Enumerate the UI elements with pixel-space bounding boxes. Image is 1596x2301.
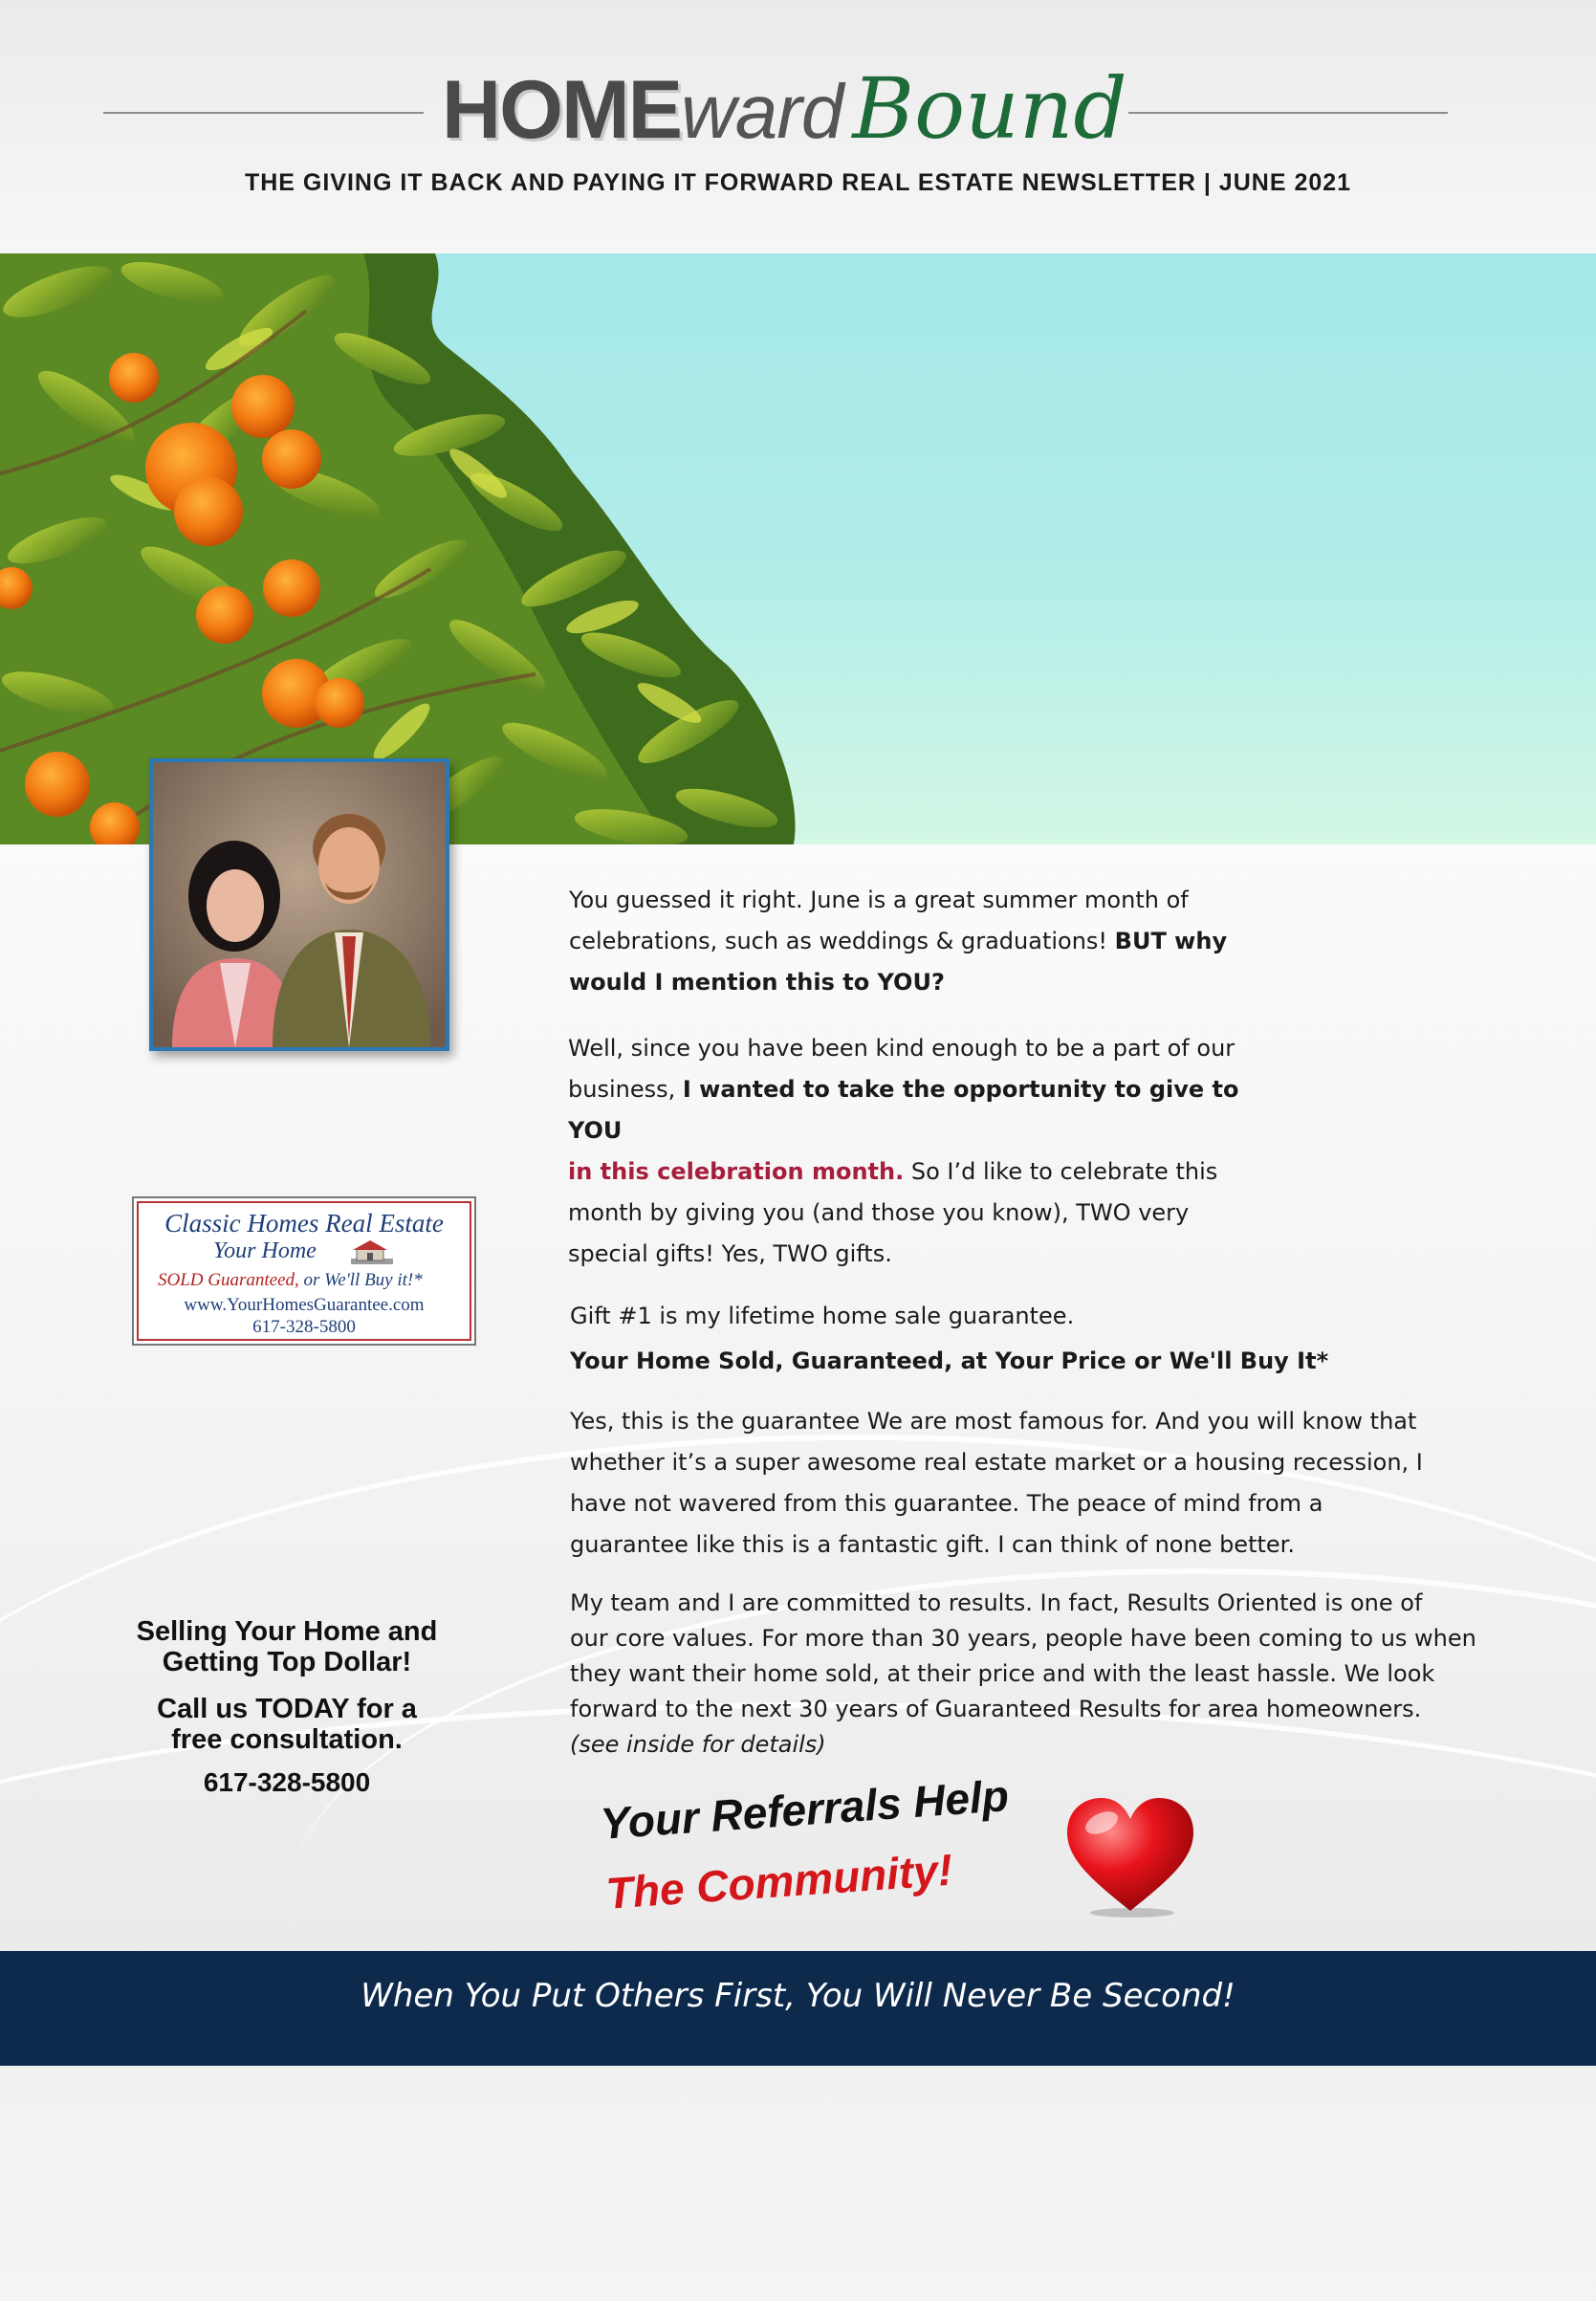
- text-line: [570, 1727, 1526, 1763]
- newsletter-tagline: THE GIVING IT BACK AND PAYING IT FORWARD REAL ESTATE NEWSLETTER | JUNE 2021: [244, 169, 1352, 196]
- classic-homes-badge: [132, 1196, 476, 1346]
- cta-call-us: [96, 1694, 478, 1755]
- text-line: have not wavered from this guarantee. The peace of mind from a: [570, 1490, 1323, 1517]
- gift-headline: Your Home Sold, Guaranteed, at Your Price or We'll Buy It*: [570, 1348, 1329, 1374]
- text-line: they want their home sold, at their price and with the least hassle. We look: [570, 1660, 1435, 1687]
- masthead: [0, 0, 1596, 253]
- intro-paragraph-1: [569, 880, 1267, 1003]
- see-inside-note: (see inside for details): [570, 1731, 826, 1758]
- text-line: [568, 1151, 1266, 1193]
- text-span: business,: [568, 1076, 683, 1103]
- hero-image: [0, 253, 1596, 844]
- referrals-heading: Your Referrals Help: [599, 1770, 1011, 1849]
- agents-photo: [149, 758, 449, 1051]
- guarantee-paragraph: [570, 1401, 1526, 1566]
- text-line: guarantee like this is a fantastic gift. I can think of none better.: [570, 1531, 1295, 1558]
- orange-tree-illustration: [0, 253, 1596, 844]
- text-bold: would I mention this to YOU?: [569, 969, 945, 996]
- badge-your-home: Your Home: [213, 1238, 317, 1263]
- results-paragraph: [570, 1586, 1526, 1763]
- logo-home: HOME: [442, 64, 681, 156]
- text-line: whether it’s a super awesome real estate market or a housing recession, I: [570, 1449, 1423, 1476]
- text-line: special gifts! Yes, TWO gifts.: [568, 1240, 892, 1267]
- badge-guarantee-red: SOLD Guaranteed,: [158, 1270, 299, 1290]
- text-line: Yes, this is the guarantee We are most famous for. And you will know that: [570, 1408, 1417, 1435]
- badge-phone: 617-328-5800: [252, 1317, 356, 1337]
- agents-portrait-image: [153, 762, 446, 1047]
- text-line: our core values. For more than 30 years, people have been coming to us when: [570, 1625, 1476, 1652]
- text-line: month by giving you (and those you know), TWO very: [568, 1199, 1190, 1226]
- text-highlight: in this celebration month.: [568, 1158, 905, 1185]
- badge-inner: [137, 1201, 471, 1341]
- text-line: [569, 962, 1267, 1003]
- badge-website: www.YourHomesGuarantee.com: [184, 1295, 425, 1315]
- logo-ward: ward: [681, 69, 843, 154]
- text-line: You guessed it right. June is a great summer month of: [569, 887, 1189, 913]
- referrals-community: The Community!: [604, 1844, 954, 1918]
- text-line: forward to the next 30 years of Guaranteed Results for area homeowners.: [570, 1696, 1422, 1722]
- heart-icon: [1063, 1794, 1197, 1918]
- cta-line: Getting Top Dollar!: [162, 1647, 412, 1677]
- cta-phone: 617-328-5800: [203, 1767, 371, 1797]
- gift-title: Gift #1 is my lifetime home sale guarantee.: [570, 1303, 1075, 1329]
- masthead-rule-left: [103, 112, 424, 114]
- cta-line: Selling Your Home and: [136, 1616, 438, 1647]
- text-span: celebrations, such as weddings & graduations!: [569, 928, 1115, 954]
- cta-line: Call us TODAY for a: [157, 1694, 417, 1724]
- text-span: So I’d like to celebrate this: [904, 1158, 1218, 1185]
- house-icon: [347, 1239, 395, 1266]
- badge-guarantee-blue: or We'll Buy it!*: [298, 1270, 423, 1290]
- badge-guarantee: [158, 1270, 423, 1291]
- text-line: [568, 1069, 1266, 1151]
- text-line: Well, since you have been kind enough to be a part of our: [568, 1035, 1235, 1062]
- text-line: My team and I are committed to results. In fact, Results Oriented is one of: [570, 1589, 1423, 1616]
- text-bold: BUT why: [1114, 928, 1228, 954]
- cta-line: free consultation.: [171, 1724, 403, 1755]
- cta-selling-heading: [96, 1616, 478, 1677]
- newsletter-logo: [442, 59, 1127, 164]
- footer-slogan: When You Put Others First, You Will Never Be Second!: [361, 1977, 1235, 2015]
- intro-paragraph-2: [568, 1028, 1266, 1275]
- badge-company-name: Classic Homes Real Estate: [164, 1209, 444, 1238]
- masthead-rule-right: [1128, 112, 1448, 114]
- text-bold: I wanted to take the opportunity to give to YOU: [568, 1076, 1239, 1144]
- logo-bound: Bound: [852, 59, 1127, 158]
- text-line: [569, 921, 1267, 962]
